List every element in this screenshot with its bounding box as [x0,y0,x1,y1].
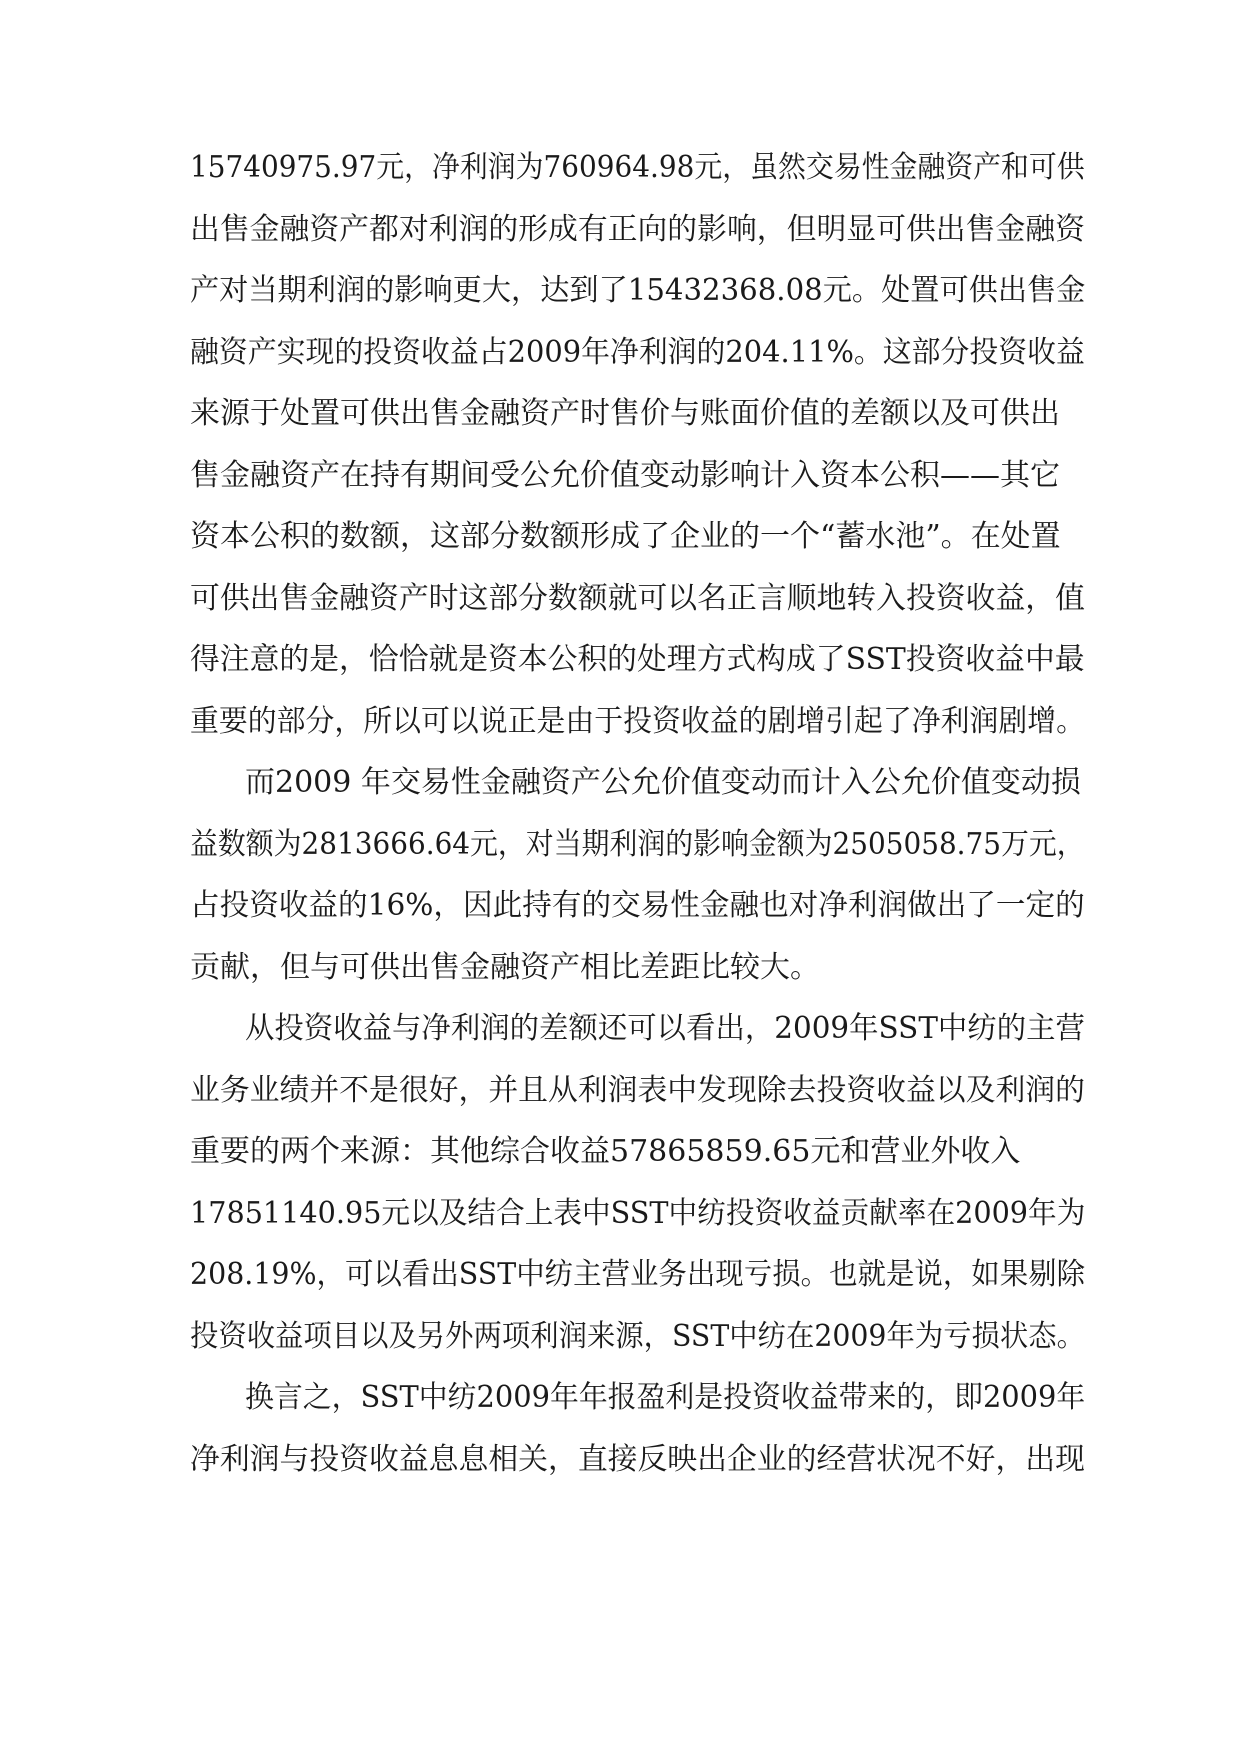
text-line: 208.19%，可以看出SST中纺主营业务出现亏损。也就是说，如果剔除 [190,1257,1086,1292]
text-line: 重要的两个来源：其他综合收益57865859.65元和营业外收入 [190,1134,1021,1169]
text-line: 占投资收益的16%，因此持有的交易性金融也对净利润做出了一定的 [190,888,1085,923]
text-line: 出售金融资产都对利润的形成有正向的影响，但明显可供出售金融资 [190,212,1085,247]
text-line: 17851140.95元以及结合上表中SST中纺投资收益贡献率在2009年为 [190,1196,1086,1231]
text-line: 投资收益项目以及另外两项利润来源，SST中纺在2009年为亏损状态。 [190,1319,1085,1354]
paragraph-first-line: 换言之，SST中纺2009年年报盈利是投资收益带来的，即2009年 [245,1380,1086,1415]
text-line: 融资产实现的投资收益占2009年净利润的204.11%。这部分投资收益 [190,335,1085,370]
text-line: 15740975.97元，净利润为760964.98元，虽然交易性金融资产和可供 [190,150,1085,185]
text-line: 来源于处置可供出售金融资产时售价与账面价值的差额以及可供出 [190,396,1060,431]
text-line: 产对当期利润的影响更大，达到了15432368.08元。处置可供出售金 [190,273,1086,308]
text-line: 业务业绩并不是很好，并且从利润表中发现除去投资收益以及利润的 [190,1073,1085,1108]
paragraph-first-line: 而2009 年交易性金融资产公允价值变动而计入公允价值变动损 [245,765,1081,800]
text-line: 重要的部分，所以可以说正是由于投资收益的剧增引起了净利润剧增。 [190,704,1086,739]
text-line: 可供出售金融资产时这部分数额就可以名正言顺地转入投资收益，值 [190,581,1085,616]
text-line: 售金融资产在持有期间受公允价值变动影响计入资本公积——其它 [190,458,1060,493]
text-line: 贡献，但与可供出售金融资产相比差距比较大。 [190,950,820,985]
text-line: 得注意的是，恰恰就是资本公积的处理方式构成了SST投资收益中最 [190,642,1085,677]
text-line: 净利润与投资收益息息相关，直接反映出企业的经营状况不好，出现 [190,1442,1085,1477]
text-line: 益数额为2813666.64元，对当期利润的影响金额为2505058.75万元， [190,827,1085,862]
text-line: 资本公积的数额，这部分数额形成了企业的一个“蓄水池”。在处置 [190,519,1061,554]
paragraph-first-line: 从投资收益与净利润的差额还可以看出，2009年SST中纺的主营 [245,1011,1085,1046]
